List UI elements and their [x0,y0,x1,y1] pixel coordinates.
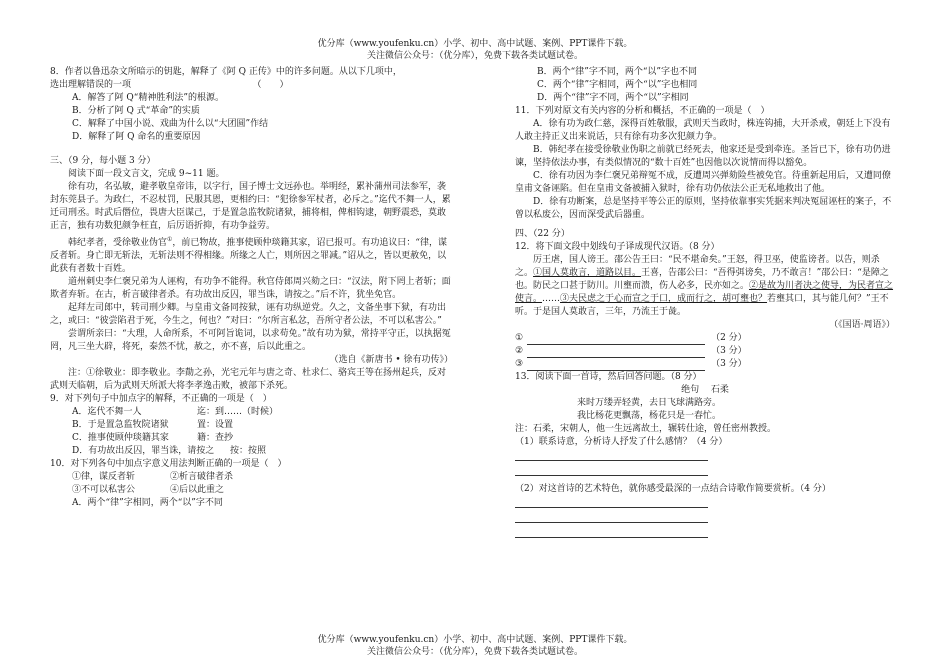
section-4-title: 四、（22 分） [515,229,570,239]
q9-option-d-gloss: 按：按照 [230,446,267,456]
q10-item-3: ③不可以私害公 [72,485,136,495]
q9-option-a-gloss: 迄：到……（时候） [197,407,279,417]
passage-paragraph-2 [50,233,453,276]
q9-option-b [50,419,453,432]
q10-option-a: A．两个“律”字相同，两个“以”字不同 [72,498,223,508]
q12-answer-1[interactable] [515,332,895,345]
right-column [515,66,895,541]
passage-paragraph-2-b: ，前已物故，推事使顾仲琰籍其家，诏已报可。有功追议曰：“律，谋反者斩。身亡即无斩法，无斩法则不得相缘。所缘之人亡，则所因之罪减。”诏从之，皆以更赦免，以此获有者数十百姓。 [50,238,448,274]
q12-answer-3[interactable] [515,358,895,371]
passage-paragraph-1: 徐有功，名弘敏，避孝敬皇帝讳，以字行，国子博士文远孙也。举明经，累补蒲州司法参军，袭封东莞县子。为政仁，不忍杖罚，民服其恩，更相约曰：“犯徐参军杖者，必斥之。”迄代不舞一人，累迁司刑丞。时武后僭位，畏唐大臣谋己，于是置急监牧院诸狱，捕将相，俾相钩逮，朝野震恐，莫敢正言，独有功数犯颜争枉直，后厉语折抑，有功争益劳。 [50,182,451,231]
answer-label: ③ [515,359,524,369]
q10-items-1 [50,471,453,484]
q9-option-d-sentence: D．有功故出反囚，罪当诛，请按之 [72,446,215,456]
q9-stem: 9．对下列句子中加点字的解释，不正确的一项是（ ） [50,394,272,404]
footnote-marker: ① [167,236,173,243]
q9-option-c-gloss: 籍：查抄 [197,433,234,443]
page-footer [0,634,950,658]
q12-text-3: …… [542,294,561,304]
q9-option-a-sentence: A．迄代不舞一人 [72,407,142,417]
q8-option-c: C．解释了中国小说、戏曲为什么以“大团圆”作结 [72,119,269,129]
passage-source: （选自《新唐书 • 徐有功传》） [329,355,453,365]
passage-paragraph-3: 道州刺史李仁褒兄弟为人诬构，有功争不能得。秋官侍郎周兴劾之曰：“汉法，附下罔上者斩；面欺者弃斩。在古，析言破律者杀。有功故出反囚，罪当诛，请按之。”后不许，犹坐免官。 [50,277,451,300]
q9-option-b-gloss: 置：设置 [197,420,234,430]
q11-option-b: B．韩纪孝在接受徐敬业伪职之前就已经死去，他家还是受到牵连。圣旨已下，徐有功仍进谏，坚持依法办事，有类似情况的“数十百姓”也因他以次说情而得以豁免。 [515,145,891,168]
header-line-1: 优分库（www.youfenku.cn）小学、初中、高中试题、案例、PPT课件下载。 [317,39,633,49]
q10-option-c: C．两个“律”字相同，两个“以”字也相同 [537,80,698,90]
q13-2-answer-line-2[interactable] [515,511,708,523]
q10-items-2 [50,484,453,497]
q9-option-d [50,445,453,458]
answer-line[interactable] [527,348,705,358]
q10-option-b: B．两个“律”字不同，两个“以”字也不同 [537,67,698,77]
q8-stem-1: 8．作者以鲁迅杂文所暗示的钥匙，解释了《阿 Q 正传》中的许多问题。从以下几项中， [50,67,402,77]
q12-text-4: 若壅其口，其与能几何？”王不听。于是国人莫敢言，三年，乃流王于彘。 [515,294,889,317]
passage-paragraph-4: 起拜左司郎中，转司刑少卿。与皇甫文备同按狱，诬有功纵逆党。久之，文备坐事下狱，有功出之，或曰：“彼尝陷君于死，今生之，何也？”对曰：“尔所言私忿，吾所守者公法，不可以私害公。” [50,303,447,326]
q10-stem: 10．对下列各句中加点字意义用法判断正确的一项是（ ） [50,459,287,469]
q12-answer-2[interactable] [515,345,895,358]
answer-points: （3 分） [711,346,747,356]
answer-points: （3 分） [711,359,747,369]
q12-passage [515,254,895,319]
q12-stem: 12．将下面文段中划线句子译成现代汉语。（8 分） [515,242,720,252]
q13-stem: 13．阅读下面一首诗，然后回答问题。（8 分） [515,372,702,382]
q12-underlined-2: ②是故为川者决之使导，为民者宣之使言。 [515,281,894,304]
q12-underlined-1: ①国人莫敢言，道路以目。 [533,268,642,278]
q13-1-answer-line-2[interactable] [515,464,708,476]
q13-2-answer-line-3[interactable] [515,526,708,538]
passage-note: 注：①徐敬业：即李敬业。李勣之孙，光宅元年与唐之奇、杜求仁、骆宾王等在扬州起兵，反对武则天临朝，后为武则天所派大将李孝逸击败，被部下杀死。 [50,368,447,391]
q13-sub-2: （2）对这首诗的艺术特色，就你感受最深的一点结合诗歌作简要赏析。（4 分） [515,484,831,494]
q13-1-answer-line-1[interactable] [515,449,708,461]
poem-note: 注：石柔，宋朝人，他一生远离故土，辗转仕途，曾任密州教授。 [515,424,777,434]
q11-stem: 11．下列对原文有关内容的分析和概括，不正确的一项是（ ） [515,106,770,116]
answer-points: （2 分） [711,333,747,343]
footer-line-1: 优分库（www.youfenku.cn）小学、初中、高中试题、案例、PPT课件下载。 [317,635,633,645]
answer-line[interactable] [527,335,705,345]
q10-option-d: D．两个“律”字不同，两个“以”字相同 [537,93,689,103]
section-3-title: 三、（9 分，每小题 3 分） [50,156,156,166]
q11-option-d: D．徐有功断案，总是坚持平等公正的原则，坚持依靠事实凭据来判决冤屈诬枉的案子，不曾以私废公，因而深受武后器重。 [515,197,892,220]
answer-line[interactable] [527,361,705,371]
q10-item-1: ①律，谋反者斩 [72,472,136,482]
q12-text-2: 王喜，告邵公曰：“吾得弭谤矣，乃不敢言！”邵公曰：“是障之也。防民之口甚于防川。川壅而溃，伤人必多，民亦如之。 [515,268,889,291]
q8-option-b: B．分析了阿 Q 式“革命”的实质 [72,106,200,116]
poem-line-2: 我比杨花更飘荡，杨花只是一春忙。 [577,411,722,421]
q8-stem-2: 选出理解错误的一项 （ ） [50,80,289,90]
q10-item-4: ④后以此重之 [170,485,225,495]
q13-sub-1: （1）联系诗意，分析诗人抒发了什么感情？（4 分） [515,437,728,447]
q9-option-c-sentence: C．推事使顾仲琰籍其家 [72,433,169,443]
section-3-intro: 阅读下面一段文言文，完成 9~11 题。 [68,169,225,179]
footer-line-2: 关注微信公众号：（优分库），免费下载各类试题试卷。 [366,647,583,657]
q13-2-answer-line-1[interactable] [515,496,708,508]
passage-paragraph-5: 尝谓所亲曰：“大理，人命所系，不可阿旨诡词，以求苟免。”故有功为狱，常持平守正，以执据冤罔，凡三坐大辟，将死，泰然不忧，赦之，亦不喜，后以此重之。 [50,329,451,352]
answer-label: ② [515,346,524,356]
q12-underlined-3: ③夫民虑之于心而宣之于口，成而行之，胡可壅也？ [560,294,768,304]
q12-text-1: 厉王虐，国人谤王。邵公告王曰：“民不堪命矣。”王怒，得卫巫，使监谤者。以告，则杀之。 [515,255,880,278]
answer-label: ① [515,333,524,343]
q12-source: （《国语·周语》） [829,320,895,330]
q8-option-a: A．解答了阿 Q“精神胜利法”的根源。 [72,93,224,103]
poem-line-1: 来时万缕弄轻黄，去日飞球满路旁。 [577,398,722,408]
passage-paragraph-2-a: 韩纪孝者，受徐敬业伪官 [68,238,168,248]
q10-item-2: ②析言破律者杀 [170,472,234,482]
q9-option-a [50,406,453,419]
header-line-2: 关注微信公众号：（优分库），免费下载各类试题试卷。 [366,51,583,61]
q9-option-c [50,432,453,445]
q11-option-c: C．徐有功因为李仁褒兄弟辩冤不成，反遭周兴弹劾险些被免官。待重新起用后，又遭同僚皇甫文备诬陷。但在皇甫文备被捕入狱时，徐有功仍依法公正无私地救出了他。 [515,171,891,194]
left-column [50,66,453,510]
q11-option-a: A．徐有功为政仁慈，深得百姓敬服，武则天当政时，株连钩捕，大开杀戒，朝廷上下没有人敢主持正义出来说话，只有徐有功多次犯颜力争。 [515,119,891,142]
q8-option-d: D．解释了阿 Q 命名的重要原因 [72,132,201,142]
q9-option-b-sentence: B．于是置急监牧院诸狱 [72,420,169,430]
poem-title: 绝句 石柔 [681,385,729,395]
page-header [0,38,950,62]
